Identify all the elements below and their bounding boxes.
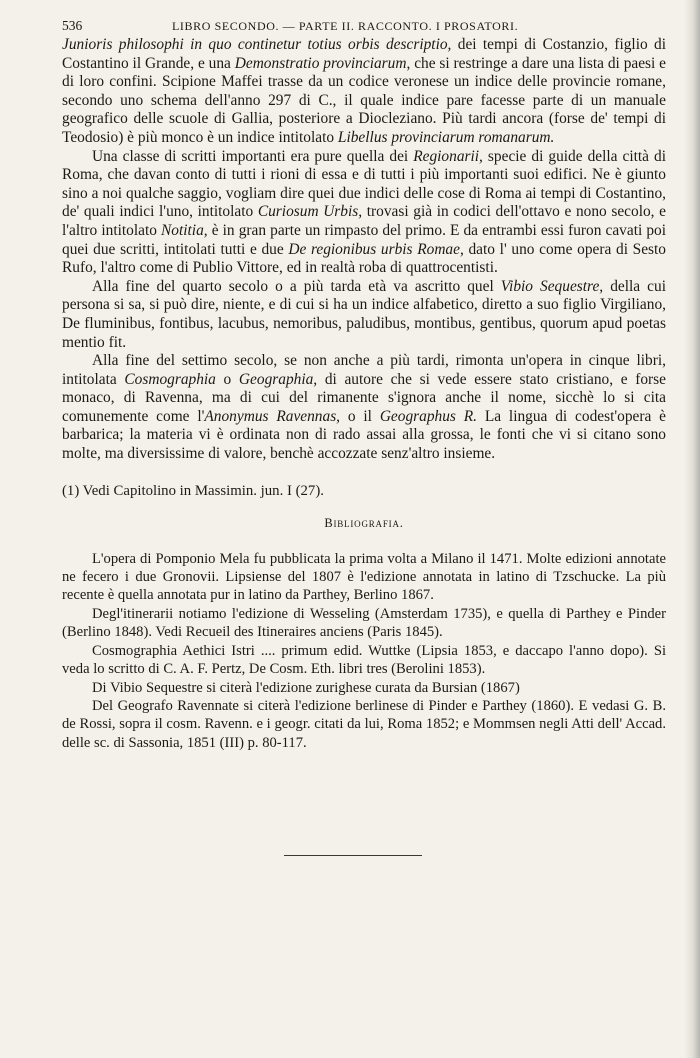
bibliography-entry: Del Geografo Ravennate si citerà l'edizione berlinese di Pinder e Parthey (1860). E vedasi G. B. de Rossi, sopra il cosm. Ravenn. e i geogr. citati da lui, Roma 1852; e Mommsen negli Atti dell' Accad. delle sc. di Sassonia, 1851 (III) p. 80-117. <box>62 697 666 751</box>
paragraph: Junioris philosophi in quo continetur totius orbis descriptio, dei tempi di Costanzio, figlio di Costantino il Grande, e una Demonstratio provinciarum, che si restringe a dare una lista di paesi e di loro confini. Scipione Maffei trasse da un codice veronese un indice delle provincie romane, secondo uno schema dell'anno 297 di C., il quale indice pare facesse parte di un manuale geografico delle scuole di Gallia, posteriore a Diocleziano. Più tardi ancora (forse de' tempi di Teodosio) è più monco è un indice intitolato Libellus provinciarum romanarum. <box>62 36 667 146</box>
bibliography-entry: Degl'itinerarii notiamo l'edizione di Wesseling (Amsterdam 1735), e quella di Parthey e Pinder (Berlino 1848). Vedi Recueil des Itineraires anciens (Paris 1845). <box>62 605 666 641</box>
paragraph: Alla fine del settimo secolo, se non anche a più tardi, rimonta un'opera in cinque libri, intitolata Cosmographia o Geographia, di autore che si vede essere stato cristiano, e forse monaco, di Ravenna, ma di cui del rimanente s'ignora anche il nome, sicchè lo si cita comunemente come l'Anonymus Ravennas, o il Geographus R. La lingua di codest'opera è barbarica; la materia vi è ordinata non di rado assai alla grossa, le fonti che vi si citano sono molte, ma diversissime di valore, benchè accozzate senz'altro insieme. <box>62 352 667 463</box>
running-header <box>62 14 666 36</box>
bibliography-entry: Cosmographia Aethici Istri .... primum edid. Wuttke (Lipsia 1853, e daccapo l'anno dopo). Si veda lo scritto di C. A. F. Pertz, De Cosm. Eth. libri tres (Berolini 1853). <box>62 642 666 678</box>
book-page <box>62 14 666 752</box>
closing-rule <box>284 855 422 856</box>
footnote: (1) Vedi Capitolino in Massimin. jun. I (27). <box>62 482 324 499</box>
page-edge-shadow <box>684 0 700 1058</box>
bibliography-entry: Di Vibio Sequestre si citerà l'edizione zurighese curata da Bursian (1867) <box>92 679 520 696</box>
running-title: LIBRO SECONDO. — PARTE II. RACCONTO. I PROSATORI. <box>172 19 519 33</box>
page-number: 536 <box>62 18 83 33</box>
bibliography <box>62 550 666 752</box>
bibliography-heading: Bibliografia. <box>324 515 404 530</box>
bibliography-entry: L'opera di Pomponio Mela fu pubblicata la prima volta a Milano il 1471. Molte edizioni annotate ne fecero i due Gronovii. Lipsiense del 1807 è l'edizione annotata in latino di Tzschucke. La più recente è quella annotata pur in latino da Parthey, Berlino 1867. <box>62 550 666 604</box>
main-text <box>62 36 666 464</box>
paragraph: Alla fine del quarto secolo o a più tarda età va ascritto quel Vibio Sequestre, della cui persona si sa, si può dire, niente, e di cui si ha un indice alfabetico, diretto a suo figlio Virgiliano, De fluminibus, fontibus, lacubus, nemoribus, paludibus, montibus, gentibus, quorum apud poetas mentio fit. <box>62 277 666 351</box>
paragraph: Una classe di scritti importanti era pure quella dei Regionarii, specie di guide della città di Roma, che davan conto di tutti i rioni di essa e di tutti i più importanti suoi edifici. Ne è giunto sino a noi qualche saggio, vogliam dire quei due indici delle cose di Roma ai tempi di Costantino, de' quali indici l'uno, intitolato Curiosum Urbis, trovasi già in codici dell'ottavo e nono secolo, e l'altro intitolato Notitia, è in gran parte un rimpasto del primo. E da entrambi essi furon cavati poi quei due scritti, intitolati tutti e due De regionibus urbis Romae, dato l' uno come opera di Sesto Rufo, l'altro come di Publio Vittore, ed in realtà roba di quattrocentisti. <box>62 147 666 277</box>
